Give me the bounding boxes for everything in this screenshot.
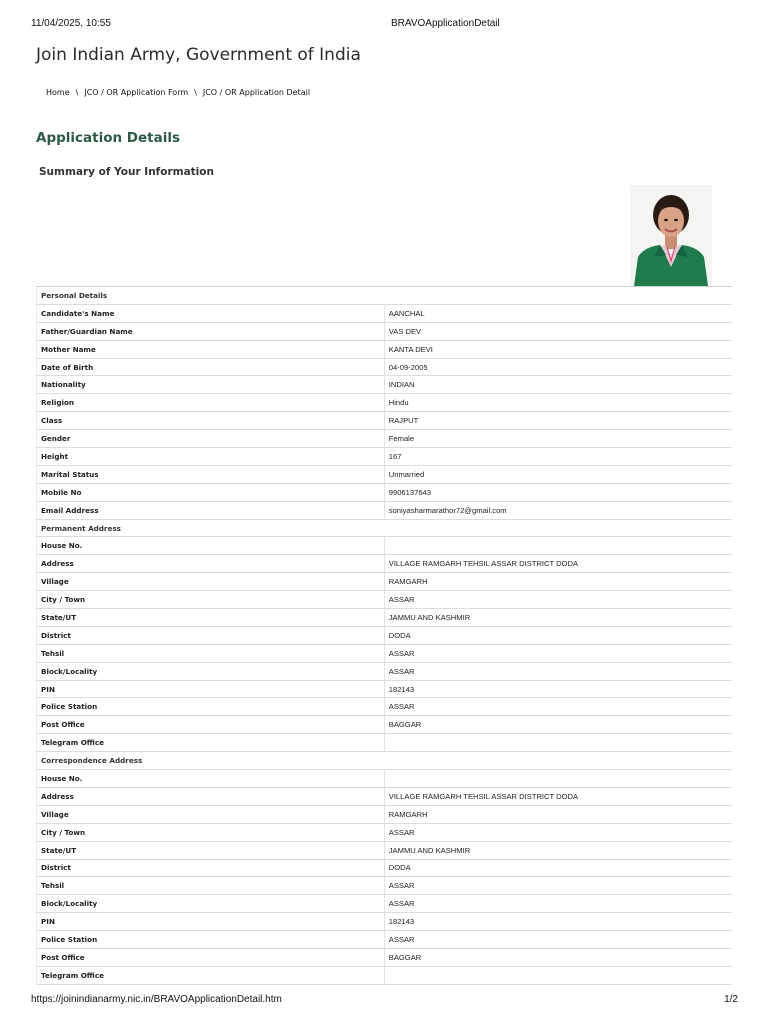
field-label: Candidate's Name	[37, 304, 385, 322]
field-value: KANTA DEVI	[384, 340, 732, 358]
field-label: Post Office	[37, 716, 385, 734]
detail-row	[37, 734, 733, 752]
field-label: Email Address	[37, 501, 385, 519]
field-label: District	[37, 626, 385, 644]
field-value: AANCHAL	[384, 304, 732, 322]
field-value: VAS DEV	[384, 322, 732, 340]
field-label: Telegram Office	[37, 966, 385, 984]
field-label: District	[37, 859, 385, 877]
field-value: RAMGARH	[384, 805, 732, 823]
field-label: City / Town	[37, 823, 385, 841]
detail-row	[37, 483, 733, 501]
detail-row	[37, 680, 733, 698]
detail-row	[37, 376, 733, 394]
field-label: City / Town	[37, 591, 385, 609]
field-value: Unmarried	[384, 465, 732, 483]
field-label: Marital Status	[37, 465, 385, 483]
detail-row	[37, 644, 733, 662]
section-header-label: Correspondence Address	[37, 752, 733, 770]
detail-row	[37, 465, 733, 483]
section-header-row	[37, 519, 733, 537]
field-label: Date of Birth	[37, 358, 385, 376]
detail-row	[37, 555, 733, 573]
detail-row	[37, 966, 733, 984]
field-label: Tehsil	[37, 644, 385, 662]
field-value: 167	[384, 448, 732, 466]
field-label: Police Station	[37, 698, 385, 716]
field-label: Height	[37, 448, 385, 466]
field-value	[384, 537, 732, 555]
section-header-row	[37, 287, 733, 305]
breadcrumb-application-detail-link[interactable]: JCO / OR Application Detail	[202, 88, 311, 97]
field-label: Mother Name	[37, 340, 385, 358]
field-label: Address	[37, 787, 385, 805]
field-value: ASSAR	[384, 591, 732, 609]
field-value: 182143	[384, 680, 732, 698]
print-page-number: 1/2	[724, 994, 738, 1005]
detail-row	[37, 877, 733, 895]
breadcrumb-application-form-link[interactable]: JCO / OR Application Form	[84, 88, 189, 97]
detail-row	[37, 931, 733, 949]
field-label: House No.	[37, 770, 385, 788]
field-value: ASSAR	[384, 931, 732, 949]
field-value: Female	[384, 430, 732, 448]
field-label: Telegram Office	[37, 734, 385, 752]
detail-row	[37, 573, 733, 591]
field-label: PIN	[37, 913, 385, 931]
detail-row	[37, 805, 733, 823]
field-label: Mobile No	[37, 483, 385, 501]
field-label: Religion	[37, 394, 385, 412]
field-value: RAMGARH	[384, 573, 732, 591]
detail-row	[37, 823, 733, 841]
detail-row	[37, 859, 733, 877]
section-header-row	[37, 752, 733, 770]
summary-title: Summary of Your Information	[39, 166, 214, 178]
breadcrumb-separator: \	[194, 88, 197, 97]
field-value: soniyasharmarathor72@gmail.com	[384, 501, 732, 519]
field-value: ASSAR	[384, 662, 732, 680]
field-value: 04-09-2005	[384, 358, 732, 376]
field-value	[384, 734, 732, 752]
print-document-title: BRAVOApplicationDetail	[391, 18, 500, 29]
detail-row	[37, 787, 733, 805]
site-title: Join Indian Army, Government of India	[36, 45, 361, 65]
field-label: Gender	[37, 430, 385, 448]
detail-row	[37, 358, 733, 376]
field-value: JAMMU AND KASHMIR	[384, 609, 732, 627]
field-value: 9906137643	[384, 483, 732, 501]
field-value: ASSAR	[384, 895, 732, 913]
field-value: DODA	[384, 626, 732, 644]
field-label: State/UT	[37, 609, 385, 627]
field-label: Post Office	[37, 948, 385, 966]
field-value: Hindu	[384, 394, 732, 412]
section-header-label: Permanent Address	[37, 519, 733, 537]
detail-row	[37, 322, 733, 340]
field-label: Block/Locality	[37, 662, 385, 680]
detail-row	[37, 609, 733, 627]
detail-row	[37, 591, 733, 609]
field-label: Father/Guardian Name	[37, 322, 385, 340]
field-label: Village	[37, 805, 385, 823]
detail-row	[37, 412, 733, 430]
field-label: Block/Locality	[37, 895, 385, 913]
field-value: ASSAR	[384, 823, 732, 841]
field-value: ASSAR	[384, 698, 732, 716]
detail-row	[37, 948, 733, 966]
breadcrumb-home-link[interactable]: Home	[46, 88, 70, 97]
breadcrumb	[46, 88, 310, 97]
field-value	[384, 770, 732, 788]
field-label: Village	[37, 573, 385, 591]
field-label: Class	[37, 412, 385, 430]
details-body	[37, 287, 733, 985]
field-value: RAJPUT	[384, 412, 732, 430]
field-value	[384, 966, 732, 984]
field-value: JAMMU AND KASHMIR	[384, 841, 732, 859]
section-title: Application Details	[36, 130, 181, 146]
detail-row	[37, 626, 733, 644]
field-value: DODA	[384, 859, 732, 877]
field-value: BAGGAR	[384, 716, 732, 734]
field-label: Tehsil	[37, 877, 385, 895]
field-label: Nationality	[37, 376, 385, 394]
field-value: ASSAR	[384, 644, 732, 662]
detail-row	[37, 501, 733, 519]
detail-row	[37, 716, 733, 734]
breadcrumb-separator: \	[75, 88, 79, 97]
detail-row	[37, 430, 733, 448]
detail-row	[37, 662, 733, 680]
detail-row	[37, 448, 733, 466]
detail-row	[37, 340, 733, 358]
field-label: PIN	[37, 680, 385, 698]
section-header-label: Personal Details	[37, 287, 733, 305]
field-value: VILLAGE RAMGARH TEHSIL ASSAR DISTRICT DODA	[384, 787, 732, 805]
detail-row	[37, 698, 733, 716]
detail-row	[37, 304, 733, 322]
field-label: Address	[37, 555, 385, 573]
detail-row	[37, 895, 733, 913]
print-url: https://joinindianarmy.nic.in/BRAVOApplicationDetail.htm	[31, 994, 282, 1005]
field-label: State/UT	[37, 841, 385, 859]
detail-row	[37, 394, 733, 412]
field-value: BAGGAR	[384, 948, 732, 966]
detail-row	[37, 537, 733, 555]
detail-row	[37, 770, 733, 788]
print-timestamp: 11/04/2025, 10:55	[31, 18, 111, 29]
print-footer	[31, 994, 738, 1008]
detail-row	[37, 841, 733, 859]
field-label: House No.	[37, 537, 385, 555]
candidate-photo	[630, 185, 712, 286]
field-value: INDIAN	[384, 376, 732, 394]
field-label: Police Station	[37, 931, 385, 949]
field-value: VILLAGE RAMGARH TEHSIL ASSAR DISTRICT DODA	[384, 555, 732, 573]
detail-row	[37, 913, 733, 931]
field-value: 182143	[384, 913, 732, 931]
print-header	[31, 18, 738, 32]
field-value: ASSAR	[384, 877, 732, 895]
application-details-table	[36, 286, 732, 985]
